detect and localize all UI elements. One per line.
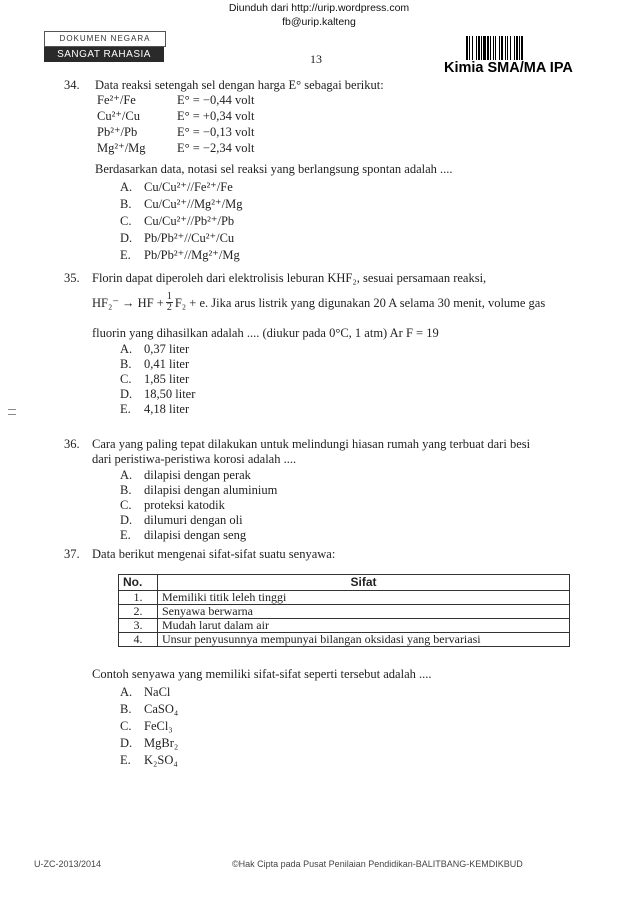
table-cell-sifat: Unsur penyusunnya mempunyai bilangan oksidasi yang bervariasi bbox=[158, 633, 570, 647]
table-cell-sifat: Senyawa berwarna bbox=[158, 605, 570, 619]
option-letter: B. bbox=[120, 197, 132, 211]
margin-mark bbox=[8, 409, 16, 415]
question-number-34: 34. bbox=[64, 78, 80, 92]
footer-copyright: ©Hak Cipta pada Pusat Penilaian Pendidikan-BALITBANG-KEMDIKBUD bbox=[232, 859, 523, 869]
option-text: 18,50 liter bbox=[144, 387, 196, 401]
option-text: K₂SO₄ bbox=[144, 753, 178, 767]
option-text: Cu/Cu²⁺//Mg²⁺/Mg bbox=[144, 197, 243, 211]
option-letter: A. bbox=[120, 180, 133, 194]
table-cell-no: 3. bbox=[119, 619, 158, 633]
q37-intro: Data berikut mengenai sifat-sifat suatu senyawa: bbox=[92, 547, 336, 561]
option-text: dilapisi dengan seng bbox=[144, 528, 247, 542]
option-letter: E. bbox=[120, 402, 131, 416]
q35-line1: Florin dapat diperoleh dari elektrolisis leburan KHF₂, sesuai persamaan reaksi, bbox=[92, 271, 487, 285]
q34-pair: Mg²⁺/Mg bbox=[97, 141, 146, 155]
table-row bbox=[119, 605, 570, 619]
stamp-dokumen-negara: DOKUMEN NEGARA bbox=[44, 31, 166, 47]
option-text: FeCl₃ bbox=[144, 719, 173, 733]
option-letter: E. bbox=[120, 753, 131, 767]
q34-pair: Fe²⁺/Fe bbox=[97, 93, 136, 107]
option-text: MgBr₂ bbox=[144, 736, 179, 750]
q35-line3: fluorin yang dihasilkan adalah .... (diukur pada 0°C, 1 atm) Ar F = 19 bbox=[92, 326, 439, 340]
option-text: 0,41 liter bbox=[144, 357, 190, 371]
page-number: 13 bbox=[310, 52, 322, 66]
option-text: dilumuri dengan oli bbox=[144, 513, 243, 527]
option-text: Pb/Pb²⁺//Mg²⁺/Mg bbox=[144, 248, 240, 262]
fraction-numerator: 1 bbox=[166, 291, 172, 302]
table-cell-no: 4. bbox=[119, 633, 158, 647]
option-letter: C. bbox=[120, 214, 132, 228]
table-header-sifat: Sifat bbox=[158, 575, 570, 591]
option-letter: B. bbox=[120, 483, 132, 497]
option-letter: E. bbox=[120, 248, 131, 262]
question-number-36: 36. bbox=[64, 437, 80, 451]
option-text: NaCl bbox=[144, 685, 171, 699]
option-letter: E. bbox=[120, 528, 131, 542]
sifat-table bbox=[118, 574, 570, 647]
option-letter: D. bbox=[120, 387, 133, 401]
table-header-no: No. bbox=[119, 575, 158, 591]
q34-pair: Cu²⁺/Cu bbox=[97, 109, 140, 123]
option-letter: A. bbox=[120, 342, 133, 356]
option-letter: A. bbox=[120, 468, 133, 482]
option-text: 1,85 liter bbox=[144, 372, 190, 386]
option-letter: D. bbox=[120, 231, 133, 245]
source-line-2: fb@urip.kalteng bbox=[282, 16, 356, 28]
table-cell-sifat: Memiliki titik leleh tinggi bbox=[158, 591, 570, 605]
q37-question: Contoh senyawa yang memiliki sifat-sifat seperti tersebut adalah .... bbox=[92, 667, 432, 681]
table-row bbox=[119, 619, 570, 633]
table-cell-no: 2. bbox=[119, 605, 158, 619]
q34-pair: Pb²⁺/Pb bbox=[97, 125, 138, 139]
q34-intro: Data reaksi setengah sel dengan harga E° sebagai berikut: bbox=[95, 78, 384, 92]
option-letter: D. bbox=[120, 513, 133, 527]
source-line-1: Diunduh dari http://urip.wordpress.com bbox=[228, 2, 410, 14]
option-text: Cu/Cu²⁺//Pb²⁺/Pb bbox=[144, 214, 235, 228]
fraction-denominator: 2 bbox=[166, 302, 172, 313]
q35-eq-left: HF₂⁻ → HF + bbox=[92, 295, 164, 310]
option-letter: C. bbox=[120, 719, 132, 733]
q36-line2: dari peristiwa-peristiwa korosi adalah .... bbox=[92, 452, 297, 466]
option-text: dilapisi dengan aluminium bbox=[144, 483, 278, 497]
stamp-sangat-rahasia: SANGAT RAHASIA bbox=[44, 47, 164, 62]
option-letter: C. bbox=[120, 498, 132, 512]
q35-eq-right: F₂ + e. Jika arus listrik yang digunakan 20 A selama 30 menit, volume gas bbox=[174, 295, 546, 310]
table-cell-sifat: Mudah larut dalam air bbox=[158, 619, 570, 633]
option-letter: C. bbox=[120, 372, 132, 386]
option-text: 4,18 liter bbox=[144, 402, 190, 416]
option-text: CaSO₄ bbox=[144, 702, 179, 716]
option-text: Pb/Pb²⁺//Cu²⁺/Cu bbox=[144, 231, 235, 245]
question-number-37: 37. bbox=[64, 547, 80, 561]
option-text: 0,37 liter bbox=[144, 342, 190, 356]
q34-value: E° = −0,44 volt bbox=[177, 93, 255, 107]
option-text: proteksi katodik bbox=[144, 498, 225, 512]
subject-title: Kimia SMA/MA IPA bbox=[444, 60, 573, 76]
option-letter: D. bbox=[120, 736, 133, 750]
option-letter: B. bbox=[120, 357, 132, 371]
option-letter: A. bbox=[120, 685, 133, 699]
table-row bbox=[119, 633, 570, 647]
half-fraction bbox=[166, 292, 173, 313]
option-text: dilapisi dengan perak bbox=[144, 468, 251, 482]
q34-value: E° = −0,13 volt bbox=[177, 125, 255, 139]
q34-question: Berdasarkan data, notasi sel reaksi yang berlangsung spontan adalah .... bbox=[95, 162, 453, 176]
q34-value: E° = −2,34 volt bbox=[177, 141, 255, 155]
q34-value: E° = +0,34 volt bbox=[177, 109, 255, 123]
table-cell-no: 1. bbox=[119, 591, 158, 605]
footer-code: U-ZC-2013/2014 bbox=[34, 859, 102, 869]
q36-line1: Cara yang paling tepat dilakukan untuk melindungi hiasan rumah yang terbuat dari besi bbox=[92, 437, 531, 451]
option-text: Cu/Cu²⁺//Fe²⁺/Fe bbox=[144, 180, 233, 194]
table-header-row bbox=[119, 575, 570, 591]
barcode-icon bbox=[466, 36, 572, 60]
option-letter: B. bbox=[120, 702, 132, 716]
q35-equation bbox=[92, 292, 545, 313]
question-number-35: 35. bbox=[64, 271, 80, 285]
table-row bbox=[119, 591, 570, 605]
